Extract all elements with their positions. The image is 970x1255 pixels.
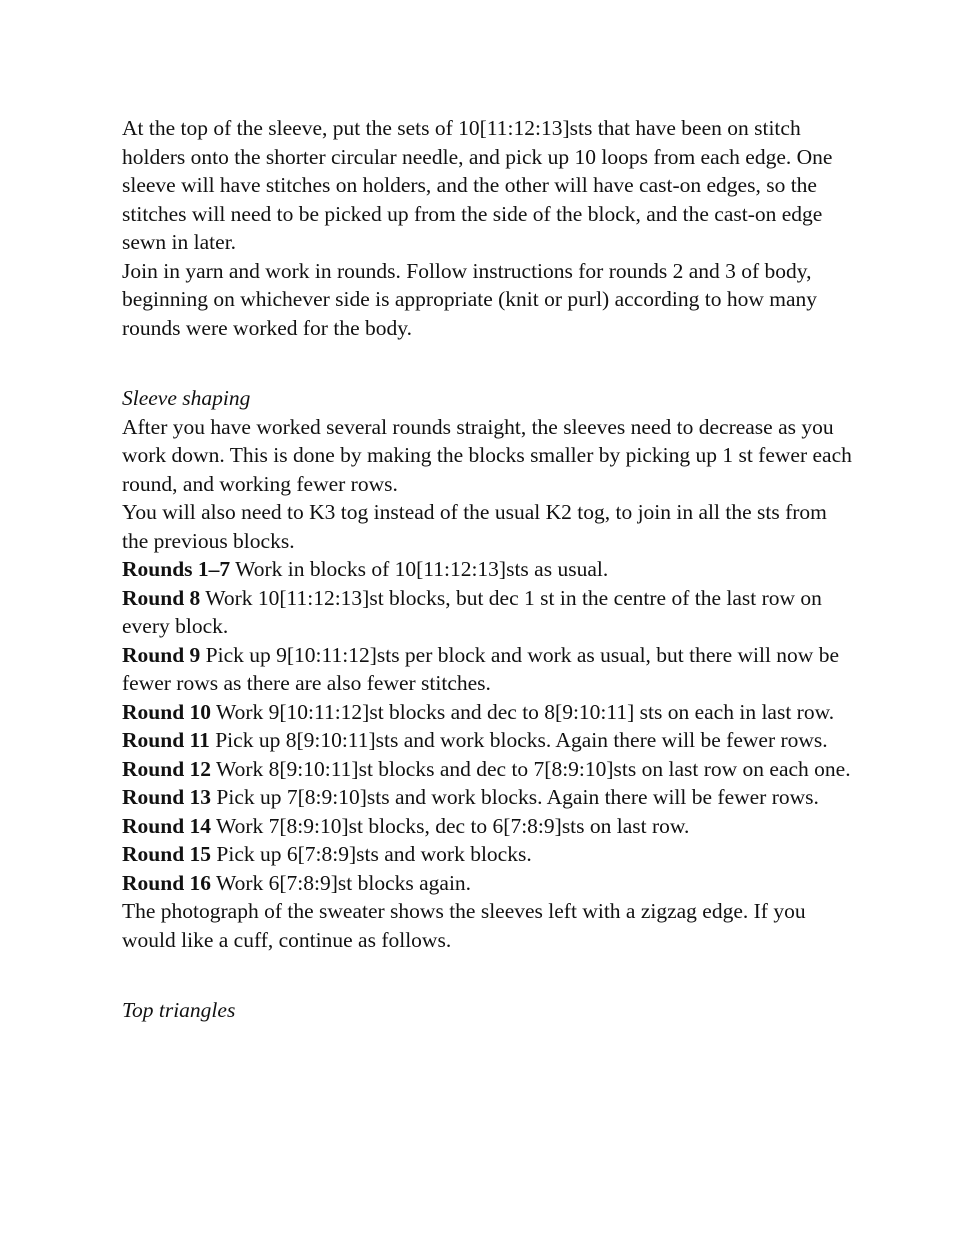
round-text: Work in blocks of 10[11:12:13]sts as usual. (230, 557, 609, 581)
round-instruction (122, 840, 852, 869)
round-label: Round 14 (122, 813, 212, 838)
round-instruction (122, 726, 852, 755)
round-label: Round 11 (122, 728, 210, 752)
round-label: Round 9 (122, 642, 201, 667)
round-text: Pick up 8[9:10:11]sts and work blocks. Again there will be fewer rows. (209, 728, 828, 752)
section-gap (122, 342, 852, 384)
round-instruction (122, 812, 852, 841)
round-label: Round 12 (122, 756, 212, 781)
round-label: Round 16 (122, 870, 212, 895)
round-text: Work 9[10:11:12]st blocks and dec to 8[9:10:11] sts on each in last row. (211, 699, 835, 724)
top-triangles-heading: Top triangles (122, 998, 236, 1022)
intro-paragraph-2: Join in yarn and work in rounds. Follow instructions for rounds 2 and 3 of body, beginning on whichever side is appropriate (knit or purl) according to how many rounds were worked for the body. (122, 258, 817, 340)
round-instruction (122, 555, 852, 584)
section-gap (122, 954, 852, 996)
sleeve-shaping-paragraph-1: After you have worked several rounds straight, the sleeves need to decrease as you work down. This is done by making the blocks smaller by picking up 1 st fewer each round, and working fewer rows. (122, 414, 852, 496)
round-text: Work 7[8:9:10]st blocks, dec to 6[7:8:9]sts on last row. (211, 813, 690, 838)
round-text: Work 8[9:10:11]st blocks and dec to 7[8:9:10]sts on last row on each one. (211, 756, 851, 781)
round-instruction (122, 698, 852, 727)
round-label: Round 8 (122, 585, 201, 610)
sleeve-shaping-heading: Sleeve shaping (122, 386, 251, 410)
round-instruction (122, 641, 852, 698)
round-instruction (122, 783, 852, 812)
round-text: Pick up 7[8:9:10]sts and work blocks. Again there will be fewer rows. (211, 785, 819, 809)
intro-paragraph-1: At the top of the sleeve, put the sets of 10[11:12:13]sts that have been on stitch holders onto the shorter circular needle, and pick up 10 loops from each edge. One sleeve will have stitches on holders, and the other will have cast-on edges, so the stitches will need to be picked up from the side of the block, and the cast-on edge sewn in later. (122, 116, 833, 254)
round-text: Work 10[11:12:13]st blocks, but dec 1 st in the centre of the last row on every block. (122, 585, 822, 638)
round-label: Round 10 (122, 699, 212, 724)
round-instruction (122, 869, 852, 898)
round-text: Pick up 9[10:11:12]sts per block and work as usual, but there will now be fewer rows as there are also fewer stitches. (122, 642, 840, 695)
round-label: Rounds 1–7 (122, 557, 231, 581)
round-label: Round 15 (122, 842, 212, 866)
round-text: Pick up 6[7:8:9]sts and work blocks. (211, 842, 532, 866)
round-instruction (122, 755, 852, 784)
round-label: Round 13 (122, 785, 212, 809)
round-instruction (122, 584, 852, 641)
body-text (122, 114, 852, 1025)
round-text: Work 6[7:8:9]st blocks again. (211, 870, 472, 895)
sleeve-shaping-paragraph-2: You will also need to K3 tog instead of the usual K2 tog, to join in all the sts from the previous blocks. (122, 500, 827, 553)
sleeve-shaping-closing: The photograph of the sweater shows the sleeves left with a zigzag edge. If you would like a cuff, continue as follows. (122, 899, 806, 952)
